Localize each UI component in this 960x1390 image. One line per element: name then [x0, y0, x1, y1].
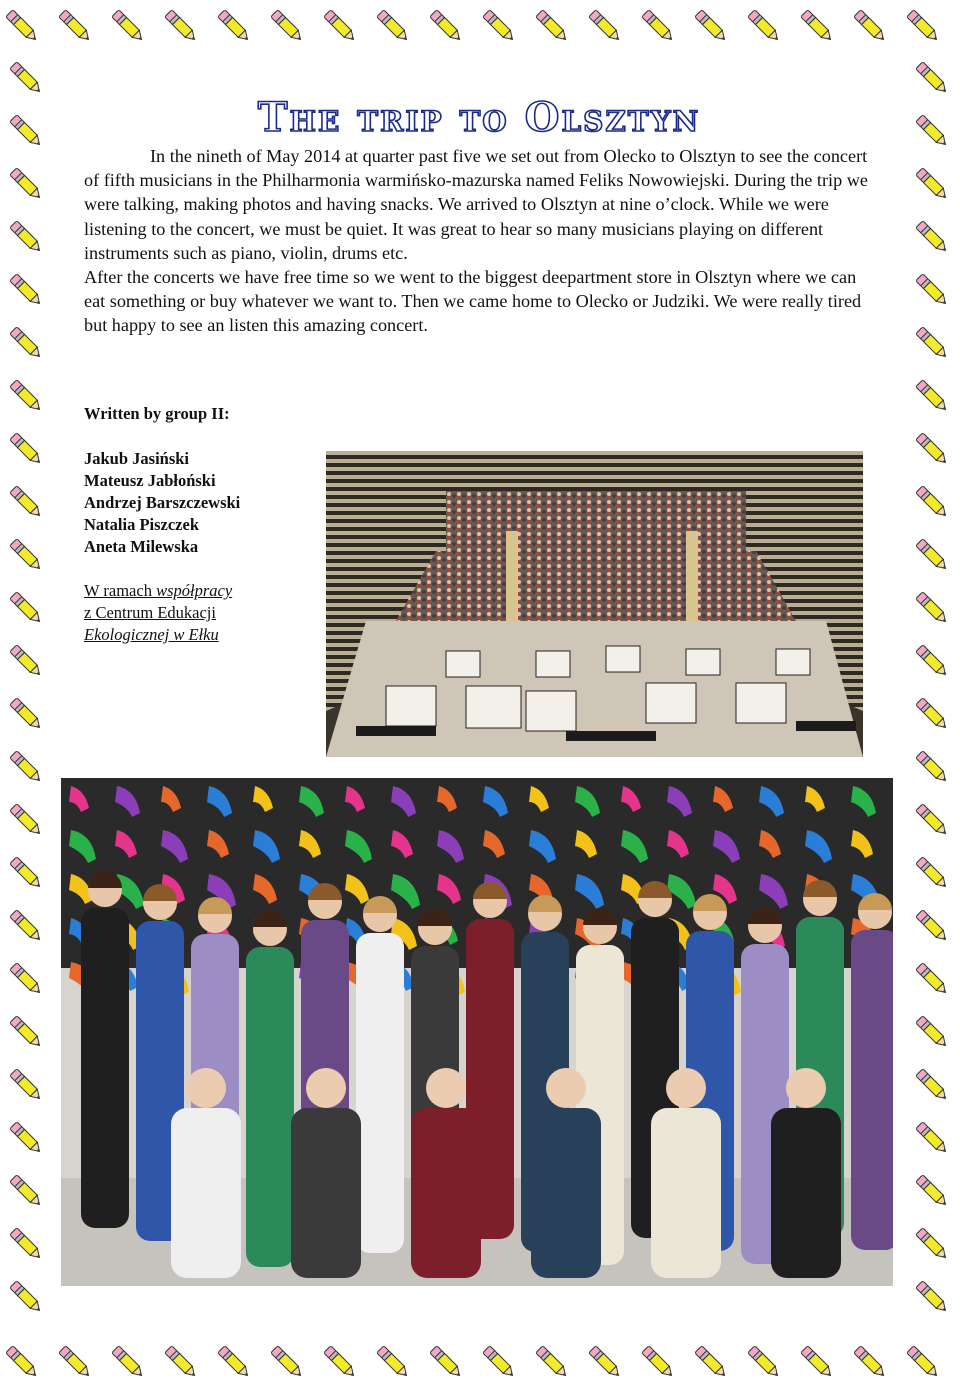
cooperation-note — [84, 580, 232, 646]
pencil-icon — [910, 1010, 954, 1054]
pencil-icon — [106, 4, 150, 48]
pencil-icon — [910, 162, 954, 206]
pencil-icon — [4, 1275, 48, 1319]
pencil-icon — [910, 1169, 954, 1213]
pencil-icon — [106, 1340, 150, 1384]
pencil-icon — [4, 692, 48, 736]
paragraph-2: After the concerts we have free time so we went to the biggest deepartment store in Olsztyn where we can eat something or buy whatever we want to. Then we came home to Olecko or Judziki. We were really tired but happy to see an listen this amazing concert. — [84, 267, 862, 336]
pencil-icon — [4, 427, 48, 471]
pencil-icon — [910, 374, 954, 418]
pencil-icon — [910, 215, 954, 259]
pencil-icon — [53, 1340, 97, 1384]
pencil-icon — [4, 321, 48, 365]
pencil-icon — [795, 4, 839, 48]
pencil-icon — [371, 1340, 415, 1384]
pencil-icon — [910, 1275, 954, 1319]
pencil-icon — [910, 268, 954, 312]
pencil-icon — [848, 4, 892, 48]
author-name: Natalia Piszczek — [84, 515, 200, 534]
pencil-icon — [636, 4, 680, 48]
pencil-icon — [4, 745, 48, 789]
pencil-icon — [910, 798, 954, 842]
pencil-icon — [4, 904, 48, 948]
pencil-icon — [4, 480, 48, 524]
pencil-icon — [910, 639, 954, 683]
pencil-icon — [910, 109, 954, 153]
pencil-icon — [4, 1116, 48, 1160]
pencil-icon — [4, 851, 48, 895]
pencil-icon — [4, 56, 48, 100]
pencil-icon — [212, 1340, 256, 1384]
group-photo — [61, 778, 893, 1286]
pencil-icon — [848, 1340, 892, 1384]
author-name: Jakub Jasiński — [84, 449, 190, 468]
cooperation-line-2: z Centrum Edukacji — [84, 603, 216, 622]
pencil-icon — [424, 1340, 468, 1384]
pencil-icon — [530, 4, 574, 48]
written-by-heading: Written by group II: — [84, 404, 230, 423]
pencil-icon — [910, 851, 954, 895]
pencil-icon — [583, 4, 627, 48]
pencil-icon — [901, 4, 945, 48]
pencil-icon — [4, 1063, 48, 1107]
pencil-icon — [689, 4, 733, 48]
pencil-icon — [0, 4, 44, 48]
pencil-icon — [910, 1116, 954, 1160]
author-name: Mateusz Jabłoński — [84, 471, 216, 490]
pencil-icon — [4, 162, 48, 206]
pencil-icon — [4, 1010, 48, 1054]
pencil-icon — [795, 1340, 839, 1384]
pencil-icon — [910, 745, 954, 789]
pencil-icon — [910, 321, 954, 365]
pencil-icon — [901, 1340, 945, 1384]
pencil-icon — [910, 692, 954, 736]
pencil-icon — [424, 4, 468, 48]
pencil-icon — [636, 1340, 680, 1384]
pencil-icon — [477, 1340, 521, 1384]
pencil-icon — [477, 4, 521, 48]
pencil-icon — [53, 4, 97, 48]
pencil-icon — [4, 268, 48, 312]
pencil-icon — [4, 1169, 48, 1213]
pencil-icon — [4, 374, 48, 418]
pencil-icon — [910, 427, 954, 471]
pencil-icon — [910, 1063, 954, 1107]
pencil-icon — [910, 56, 954, 100]
pencil-icon — [910, 533, 954, 577]
article — [84, 92, 874, 338]
pencil-icon — [4, 109, 48, 153]
pencil-icon — [159, 4, 203, 48]
pencil-icon — [910, 1222, 954, 1266]
pencil-icon — [4, 533, 48, 577]
pencil-icon — [910, 586, 954, 630]
author-name: Andrzej Barszczewski — [84, 493, 241, 512]
pencil-icon — [910, 904, 954, 948]
pencil-icon — [530, 1340, 574, 1384]
pencil-icon — [371, 4, 415, 48]
cooperation-line-1: W ramach współpracy — [84, 581, 233, 600]
pencil-icon — [910, 957, 954, 1001]
pencil-icon — [4, 957, 48, 1001]
pencil-icon — [742, 1340, 786, 1384]
page-title: The trip to Olsztyn — [257, 94, 701, 141]
pencil-icon — [689, 1340, 733, 1384]
concert-hall-photo — [326, 451, 863, 757]
pencil-icon — [265, 1340, 309, 1384]
pencil-icon — [910, 480, 954, 524]
pencil-icon — [159, 1340, 203, 1384]
pencil-icon — [265, 4, 309, 48]
authors-list — [84, 448, 240, 558]
pencil-icon — [318, 1340, 362, 1384]
pencil-icon — [4, 215, 48, 259]
pencil-icon — [742, 4, 786, 48]
paragraph-1: In the nineth of May 2014 at quarter past five we set out from Olecko to Olsztyn to see the concert of fifth musicians in the Philharmonia warmińsko-mazurska named Feliks Nowowiejski. During the trip we were talking, making photos and having snacks. We arrived to Olsztyn at nine o’clock. While we were listening to the concert, we must be quiet. It was great to hear so many musicians playing on different instruments such as piano, violin, drums etc. — [84, 146, 868, 263]
pencil-icon — [0, 1340, 44, 1384]
pencil-icon — [318, 4, 362, 48]
author-name: Aneta Milewska — [84, 537, 199, 556]
pencil-icon — [4, 639, 48, 683]
pencil-icon — [4, 1222, 48, 1266]
pencil-icon — [4, 798, 48, 842]
cooperation-line-3: Ekologicznej w Ełku — [84, 625, 219, 644]
pencil-icon — [583, 1340, 627, 1384]
pencil-icon — [4, 586, 48, 630]
pencil-icon — [212, 4, 256, 48]
